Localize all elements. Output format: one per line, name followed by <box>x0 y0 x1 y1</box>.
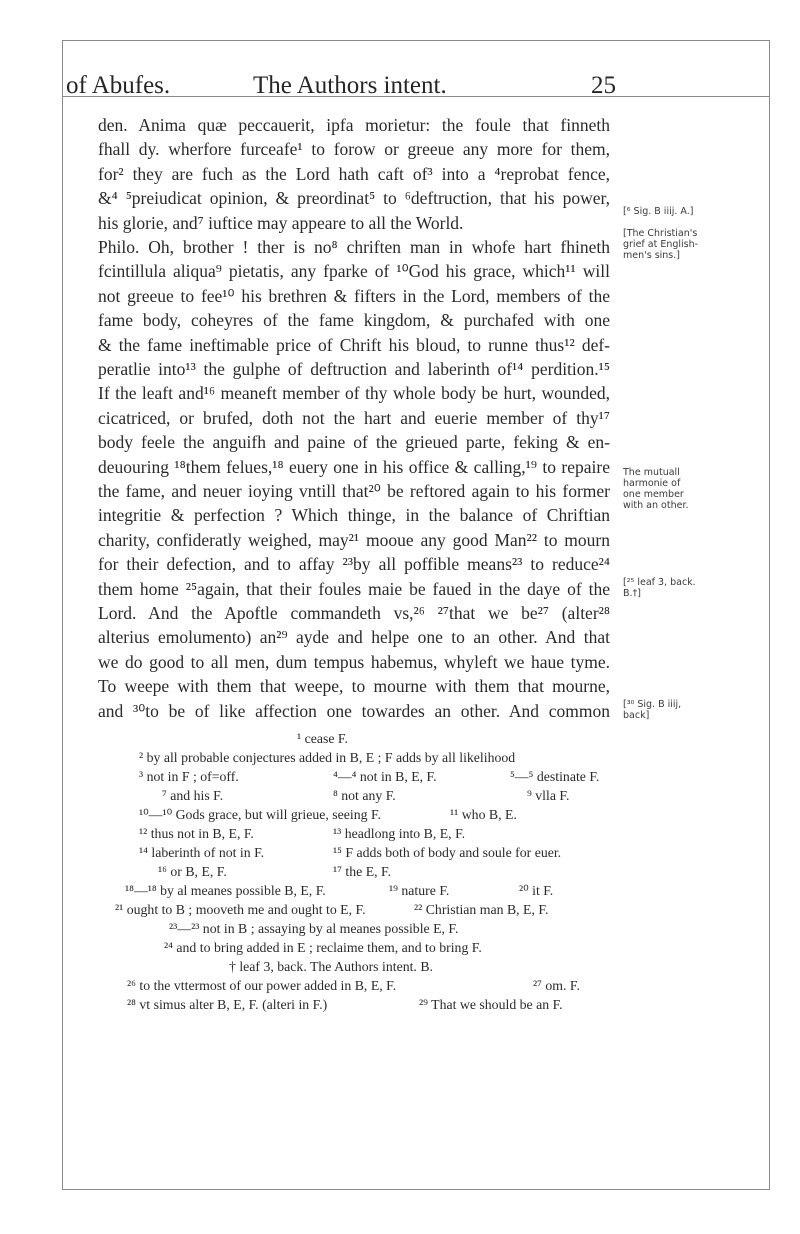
margin-note: back] <box>623 710 650 721</box>
text-line: integritie & perfection ? Which thinge, in the balance of Chriftian <box>98 505 610 526</box>
text-line: and ³⁰to be of like affection one towardes an other. And common <box>98 700 610 721</box>
footnote: ⁴—⁴ not in B, E, F. <box>333 769 437 784</box>
text-line: we do good to all men, dum tempus habemus, whyleft we haue tyme. <box>98 651 610 672</box>
text-line: den. Anima quæ peccauerit, ipfa morietur: the foule that finneth <box>98 115 610 135</box>
text-line: fhall dy. wherfore furceafe¹ to forow or greeue any more for them, <box>98 139 610 160</box>
text-line: Lord. And the Apoftle commandeth vs,²⁶ ²⁷that we be²⁷ (alter²⁸ <box>98 603 610 623</box>
footnote: ¹⁴ laberinth of not in F. <box>139 845 265 860</box>
text-line: body feele the anguifh and paine of the grieued parte, feking & en- <box>98 432 610 453</box>
text-line: charity, confideratly weighed, may²¹ mooue any good Man²² to mourn <box>98 529 610 550</box>
footnote: ¹ cease F. <box>297 731 348 746</box>
text-line: not greeue to fee¹⁰ his brethren & fifters in the Lord, members of the <box>98 285 610 306</box>
margin-note: men's sins.] <box>623 250 680 261</box>
footnote: ⁸ not any F. <box>333 788 396 803</box>
footnote: ²⁸ vt simus alter B, E, F. (alteri in F.) <box>127 997 328 1012</box>
footnote: ¹² thus not in B, E, F. <box>139 826 254 841</box>
text-line: Philo. Oh, brother ! ther is no⁸ chriften man in whofe hart fhineth <box>98 237 610 257</box>
footnote: ¹⁰—¹⁰ Gods grace, but will grieue, seeing F. <box>139 807 381 822</box>
text-line: fame body, coheyres of the fame kingdom, & purchafed with one <box>98 310 610 331</box>
footnote: ¹³ headlong into B, E, F. <box>333 826 466 841</box>
text-line: for² they are fuch as the Lord hath caft of³ into a ⁴reprobat fence, <box>98 163 610 184</box>
footnote: ³ not in F ; of=off. <box>139 769 239 784</box>
text-line: deuouring ¹⁸them felues,¹⁸ euery one in his office & calling,¹⁹ to repaire <box>98 456 610 477</box>
footnote: ¹⁸—¹⁸ by al meanes possible B, E, F. <box>125 883 326 898</box>
text-line: his glorie, and⁷ iuftice may appeare to all the World. <box>98 212 464 233</box>
footnote: ² by all probable conjectures added in B, E ; F adds by all likelihood <box>139 750 516 765</box>
header-title: The Authors intent. <box>253 72 447 99</box>
text-line: them home ²⁵again, that their foules maie be faued in the daye of the <box>98 578 610 599</box>
margin-note: [³⁰ Sig. B iiij, <box>623 699 682 710</box>
footnote: ¹⁹ nature F. <box>389 883 450 898</box>
margin-note: [The Christian's <box>623 228 698 239</box>
text-line: fcintillula aliqua⁹ pietatis, any fparke of ¹⁰God his grace, which¹¹ will <box>98 261 610 282</box>
footnote: ²⁴ and to bring added in E ; reclaime them, and to bring F. <box>164 940 482 955</box>
footnote: ¹⁶ or B, E, F. <box>158 864 227 879</box>
margin-note: The mutuall <box>623 467 680 478</box>
margin-note: grief at English- <box>623 239 699 250</box>
footnote: ⁹ vlla F. <box>527 788 570 803</box>
footnote: ²⁰ it F. <box>519 883 554 898</box>
margin-note: harmonie of <box>623 478 681 489</box>
text-line: for their defection, and to affay ²³by all poffible means²³ to reduce²⁴ <box>98 554 610 575</box>
text-line: To weepe with them that weepe, to mourne with them that mourne, <box>98 676 610 697</box>
footnote: ⁷ and his F. <box>162 788 224 803</box>
text-line: the fame, and neuer ioying vntill that²⁰ be reftored again to his former <box>98 481 610 501</box>
footnote: ²⁶ to the vttermost of our power added in B, E, F. <box>127 978 397 993</box>
margin-note: B.†] <box>623 588 641 599</box>
footnote: ²³—²³ not in B ; assaying by al meanes possible E, F. <box>169 921 459 936</box>
header-rule <box>62 96 770 97</box>
footnote: ¹⁵ F adds both of body and soule for euer. <box>333 845 562 860</box>
margin-note: [²⁵ leaf 3, back. <box>623 577 696 588</box>
text-line: alterius emolumento) an²⁹ ayde and helpe one to an other. And that <box>98 627 610 648</box>
footnote: ²⁷ om. F. <box>533 978 580 993</box>
text-line: &⁴ ⁵preiudicat opinion, & preordinat⁵ to ⁶deftruction, that his power, <box>98 188 610 209</box>
footnote: ²² Christian man B, E, F. <box>414 902 549 917</box>
text-line: peratlie into¹³ the gulphe of deftruction and laberinth of¹⁴ perdition.¹⁵ <box>98 359 610 379</box>
text-line: & the fame ineftimable price of Chrift his bloud, to runne thus¹² def- <box>98 334 610 355</box>
header-left: of Abufes. <box>66 72 171 99</box>
margin-note: with an other. <box>623 500 689 511</box>
footnote: ¹¹ who B, E. <box>450 807 517 822</box>
text-line: cicatriced, or brufed, doth not the hart and euerie member of thy¹⁷ <box>98 407 610 428</box>
margin-note: one member <box>623 489 684 500</box>
footnote: ¹⁷ the E, F. <box>333 864 392 879</box>
footnote: ²¹ ought to B ; mooveth me and ought to E, F. <box>115 902 366 917</box>
footnote: † leaf 3, back. The Authors intent. B. <box>229 959 433 974</box>
footnote: ⁵—⁵ destinate F. <box>510 769 600 784</box>
footnote: ²⁹ That we should be an F. <box>419 997 563 1012</box>
page-number: 25 <box>591 72 616 99</box>
margin-note: [⁶ Sig. B iiij. A.] <box>623 206 694 217</box>
text-line: If the leaft and¹⁶ meaneft member of thy whole body be hurt, wounded, <box>98 383 610 404</box>
